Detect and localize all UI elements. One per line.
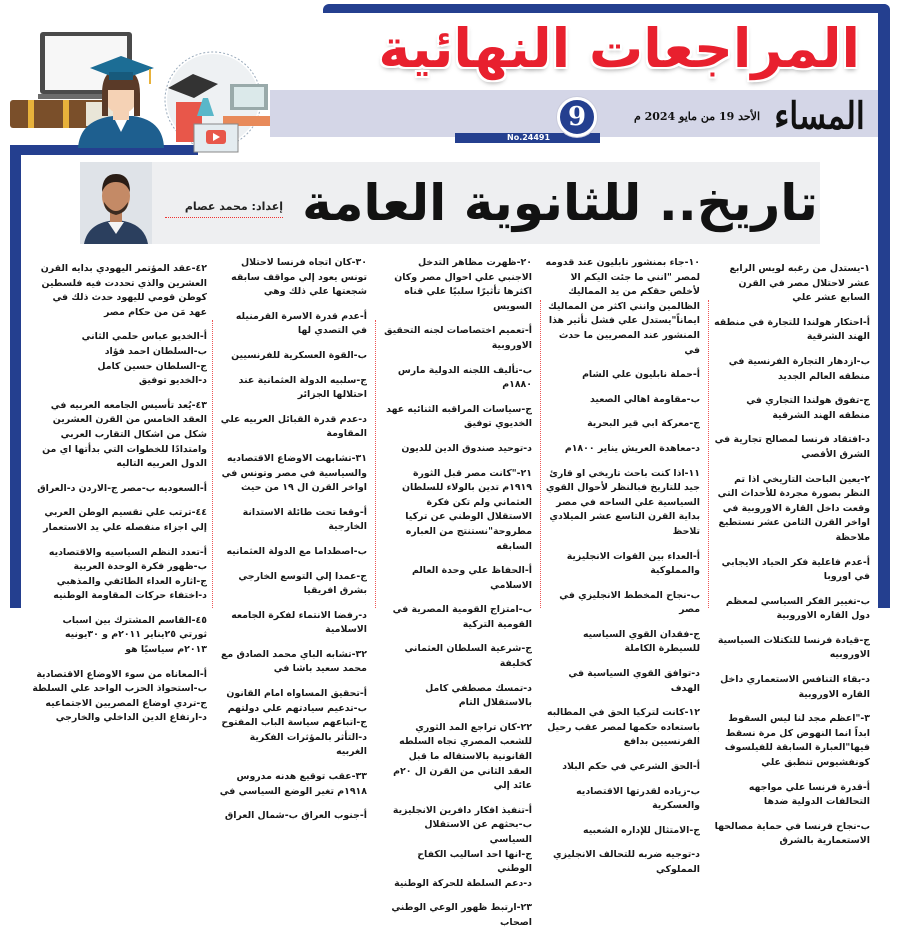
answer-option: أ-تنفيذ افكار دافرين الانجليزية: [392, 804, 532, 816]
page-frame-left: [10, 145, 21, 608]
answer-option: ج-السلطان حسين كامل: [97, 360, 207, 372]
article-title: تاريخ.. للثانوية العامة: [302, 174, 818, 232]
answer-option: د-اختفاء حركات المقاومة الوطنيه: [53, 590, 207, 602]
answer-option: ج-اتباعهم سياسة الباب المفتوح: [221, 717, 367, 729]
answer-options: [217, 687, 367, 760]
answer-option: أ-تعميم اختصاصات لجنه التحقيق الاوروبية: [384, 325, 532, 351]
answer-options: [382, 804, 532, 892]
answer-options: [382, 324, 532, 456]
answer-option: د-تمسك مصطفي كامل بالاستقلال التام: [425, 682, 532, 709]
answer-options: [712, 781, 870, 849]
question-column-5: [32, 262, 207, 724]
answer-option: د-ارتفاع الدين الداخلي والخارجي: [55, 712, 207, 724]
answer-option: د-افتقاد فرنسا لمصالح تجارية في الشرق الأقصي: [714, 434, 870, 460]
question-text: ٣٢-تشابه الباي محمد الصادق مع محمد سعيد باشا في: [220, 648, 367, 675]
issue-date: الأحد 19 من مايو 2024 م: [633, 110, 760, 123]
answer-option: د-دعم السلطة للحركة الوطنية: [394, 877, 532, 889]
question-text: ٢١-"كانت مصر قبل الثورة ١٩١٩م تدين بالولاء للسلطان العثماني ولم تكن فكرة الاستقلال الوطني عن تركيا مطروحة"نستنتج من العباره السابقه: [401, 467, 532, 552]
answer-option: د-الخديو توفيق: [138, 375, 207, 387]
answer-option: د-توحيد صندوق الدين للديون: [401, 442, 532, 454]
answer-option: ج-قيادة فرنسا للتكتلات السياسية الاوروبيه: [717, 634, 870, 661]
answer-option: د-رفضا الانتماء لفكرة الجامعه الاسلامية: [231, 609, 367, 636]
answer-options: [32, 482, 207, 497]
answer-option: أ-الخديو عباس حلمي الثاني: [81, 331, 207, 343]
question-text: ٢٠-ظهرت مظاهر التدخل الاجنبي علي احوال مصر وكان اكثرها تأثيرًا سلبيًا علي قناه السويس: [394, 257, 532, 312]
answer-option: ج-عمدا إلي التوسع الخارجي بشرق افريقيا: [238, 570, 367, 597]
answer-options: [32, 330, 207, 388]
answer-option: أ-السعوديه ب-مصر ج-الاردن د-العراق: [37, 482, 207, 494]
answer-option: أ-الحفاظ علي وحدة العالم الاسلامي: [411, 565, 532, 591]
answer-option: ج-اثاره العداء الطائفي والمذهبي: [56, 575, 207, 587]
answer-option: أ-تحقيق المساواه امام القانون: [226, 688, 367, 700]
answer-option: أ-عدم قدرة الاسرة القرمنيله في التصدي لها: [235, 310, 367, 337]
answer-option: ب-تأليف اللجنه الدولية مارس ١٨٨٠م: [397, 364, 532, 391]
question-text: ١٢-كانت لتركيا الحق في المطالبه باستعاده حكمها لمصر عقب رحيل الفرنسيين بدافع: [546, 707, 700, 748]
column-divider: [212, 320, 213, 608]
question-text: ٢-يعين الباحث التاريخي اذا تم النظر بصورة مجردة للأحداث التي وقعت داخل القارة الاوروبية في اواخر القرن الثامن عشر نستطيع ملاحظة: [717, 473, 870, 543]
education-circle: [165, 52, 271, 152]
column-divider: [540, 300, 541, 608]
answer-options: [217, 809, 367, 824]
question-text: ٤٣-يُعد تأسيس الجامعه العربيه في العقد الخامس من القرن العشرين شكل من اشكال التقارب العربي وامتدادًا للخطوات التي بدأتها اي من الدول العربيه التاليه: [42, 399, 207, 470]
question-column-3: [382, 256, 532, 928]
answer-option: ج-معركة ابي قير البحرية: [587, 418, 700, 430]
answer-option: ب-تدعيم سيادتهم علي دولتهم: [227, 702, 367, 714]
answer-option: ب-اصطداما مع الدولة العثمانيه: [226, 545, 367, 557]
answer-option: ج-انها احد اساليب الكفاح الوطني: [417, 848, 532, 875]
answer-option: د-معاهدة العريش يناير ١٨٠٠م: [564, 442, 700, 454]
answer-option: أ-جنوب العراق ب-شمال العراق: [224, 810, 367, 822]
answer-options: [712, 316, 870, 463]
column-divider: [708, 300, 709, 608]
answer-options: [32, 546, 207, 604]
question-text: ٢٢-كان تراجع المد الثوري للشعب المصري تجاه السلطه القانونية بالاستقاله ما قبل العقد الثاني من القرن ال ٢٠م عائد إلي: [393, 721, 532, 792]
question-text: ٣١-تشابهت الاوضاع الاقتصاديه والسياسية في مصر وتونس في اواخر القرن ال ١٩ من حيث: [221, 452, 367, 494]
answer-options: [382, 564, 532, 711]
author-photo: [80, 162, 152, 244]
answer-option: ب-مقاومة اهالي الصعيد: [590, 393, 700, 405]
education-illustration: [8, 20, 273, 148]
question-column-1: [712, 262, 870, 847]
newspaper-logo: المساء: [774, 94, 865, 138]
question-text: ٢٣-ارتبط ظهور الوعي الوطني اصحاب: [391, 902, 532, 928]
page-number-badge: 9: [557, 97, 597, 137]
question-text: ١-يستدل من رغبه لويس الرابع عشر لاحتلال مصر في القرن السابع عشر علي: [729, 263, 870, 304]
answer-option: د-بقاء التنافس الاستعماري داخل القاره الاوروبية: [720, 674, 870, 700]
answer-option: ب-امتزاج القومية المصرية في القومية التركية: [392, 604, 532, 630]
answer-options: [545, 368, 700, 456]
answer-option: ج-الامتثال للإداره الشعبيه: [583, 824, 700, 836]
answer-options: [217, 506, 367, 638]
answer-option: ب-ازدهار التجارة الفرنسية في منطقه العالم الجديد: [728, 355, 870, 382]
issue-number: No.24491: [455, 133, 600, 143]
answer-option: د-توجيه ضربه للتحالف الانجليزي المملوكي: [553, 849, 700, 875]
answer-option: ج-شرعية السلطان العثماني كخليفة: [404, 643, 532, 670]
answer-option: د-التأثر بالمؤثرات الفكرية الغربيه: [249, 731, 367, 758]
answer-options: [217, 310, 367, 442]
answer-option: أ-عدم فاعلية فكر الحياد الايجابي في اوروبا: [721, 556, 870, 583]
question-text: ٤٤-ترتب علي تقسيم الوطن العربي إلي اجزاء منفصله علي يد الاستعمار: [43, 507, 207, 533]
answer-option: ب-نجاح المخطط الانجليزي في مصر: [559, 589, 700, 616]
answer-option: ب-ظهور فكرة الوحدة العربية: [73, 561, 207, 573]
answer-option: ب-بحثهم عن الاستقلال السياسي: [424, 819, 532, 845]
answer-option: أ-وقعا تحت طائلة الاستدانة الخارجية: [242, 506, 367, 533]
answer-option: أ-قدرة فرنسا علي مواجهه التحالفات الدولية ضدها: [748, 781, 870, 808]
section-title: المراجعات النهائية: [378, 17, 860, 80]
question-text: ٤٢-عقد المؤتمر اليهودي بدايه القرن العشرين والذي تحددت فيه فلسطين كوطن قومي لليهود حدث ذلك في عهد مَن من حكام مصر: [40, 263, 207, 318]
page-frame-top: [323, 4, 890, 13]
answer-options: [32, 668, 207, 726]
question-text: ٣٣-عقب توقيع هدنه مدروس ١٩١٨م تغير الوضع السياسي في: [219, 771, 367, 797]
answer-option: ب-تغيير الفكر السياسي لمعظم دول القاره الاوروبية: [725, 595, 870, 622]
answer-option: أ-الحق الشرعي في حكم البلاد: [562, 761, 700, 773]
answer-option: ج-سلبيه الدولة العثمانية عند احتلالها الجزائر: [238, 374, 367, 401]
question-column-4: [217, 256, 367, 822]
answer-option: ب-القوة العسكرية للفرنسيين: [231, 349, 367, 361]
question-text: ٣-"اعظم مجد لنا ليس السقوط ابداً انما النهوض كل مرة نسقط فيها"العبارة السابقة للفيلسوف كونفشيوس تنطبق علي: [724, 713, 870, 769]
answer-option: أ-العداء بين القوات الانجليزية والمملوكية: [566, 550, 700, 577]
answer-option: ب-نجاح فرنسا في حماية مصالحها الاستعمارية بالشرق: [714, 820, 870, 847]
answer-option: ب-السلطان احمد فؤاد: [104, 345, 207, 357]
answer-options: [712, 556, 870, 703]
answer-options: [545, 760, 700, 878]
page-frame-right: [878, 4, 890, 608]
answer-options: [545, 550, 700, 697]
question-text: ١٠-جاء بمنشور نابليون عند قدومه لمصر "انني ما جئت اليكم الا لأخلص حقكم من يد المماليك الظالمين وانني اكثر من المماليك ايماناً"يستدل علي فشل تأثير هذا المنشور عند المصريين ما حدث في: [545, 257, 700, 356]
answer-option: د-عدم قدرة القبائل العربيه علي المقاومة: [220, 413, 367, 440]
column-divider: [375, 320, 376, 608]
answer-option: أ-المعاناه من سوء الاوضاع الاقتصادية: [36, 668, 207, 680]
author-byline: إعداد: محمد عصام: [165, 200, 283, 218]
answer-option: د-توافق القوي السياسية في الهدف: [568, 668, 700, 694]
answer-option: أ-احتكار هولندا للتجارة في منطقه الهند الشرقية: [714, 316, 870, 343]
question-text: ٤٥-القاسم المشترك بين اسباب ثورتي ٢٥يناير ٢٠١١م و ٣٠يونيه ٢٠١٣م سياسيًا هو: [62, 614, 207, 656]
question-text: ١١-اذا كنت باحث تاريخي او قارئ جيد للتاريخ فبالنظر لأحوال القوي السياسية علي الساحه في مصر بداية القرن التاسع عشر الميلادي تلاحظ: [545, 467, 700, 537]
question-column-2: [545, 256, 700, 875]
answer-option: ج-سياسات المراقبه الثنائيه عهد الخديوي توفيق: [386, 403, 532, 430]
answer-option: أ-حملة نابليون علي الشام: [582, 369, 700, 381]
question-text: ٣٠-كان اتجاه فرنسا لاحتلال تونس يعود إلي مواقف سابقه شجعتها علي ذلك وهي: [231, 257, 367, 298]
answer-option: ب-زياده لقدرتها الاقتصاديه والعسكرية: [576, 785, 700, 812]
answer-option: ج-تفوق هولندا التجاري في منطقه الهند الشرقية: [746, 395, 870, 421]
answer-option: ج-تردي اوضاع المصريين الاجتماعيه: [45, 697, 207, 709]
answer-option: ب-استحواذ الحزب الواحد علي السلطة: [32, 683, 207, 695]
answer-option: أ-تعدد النظم السياسيه والاقتصاديه: [48, 546, 207, 558]
answer-option: ج-فقدان القوي السياسيه للسيطرة الكاملة: [583, 628, 700, 655]
